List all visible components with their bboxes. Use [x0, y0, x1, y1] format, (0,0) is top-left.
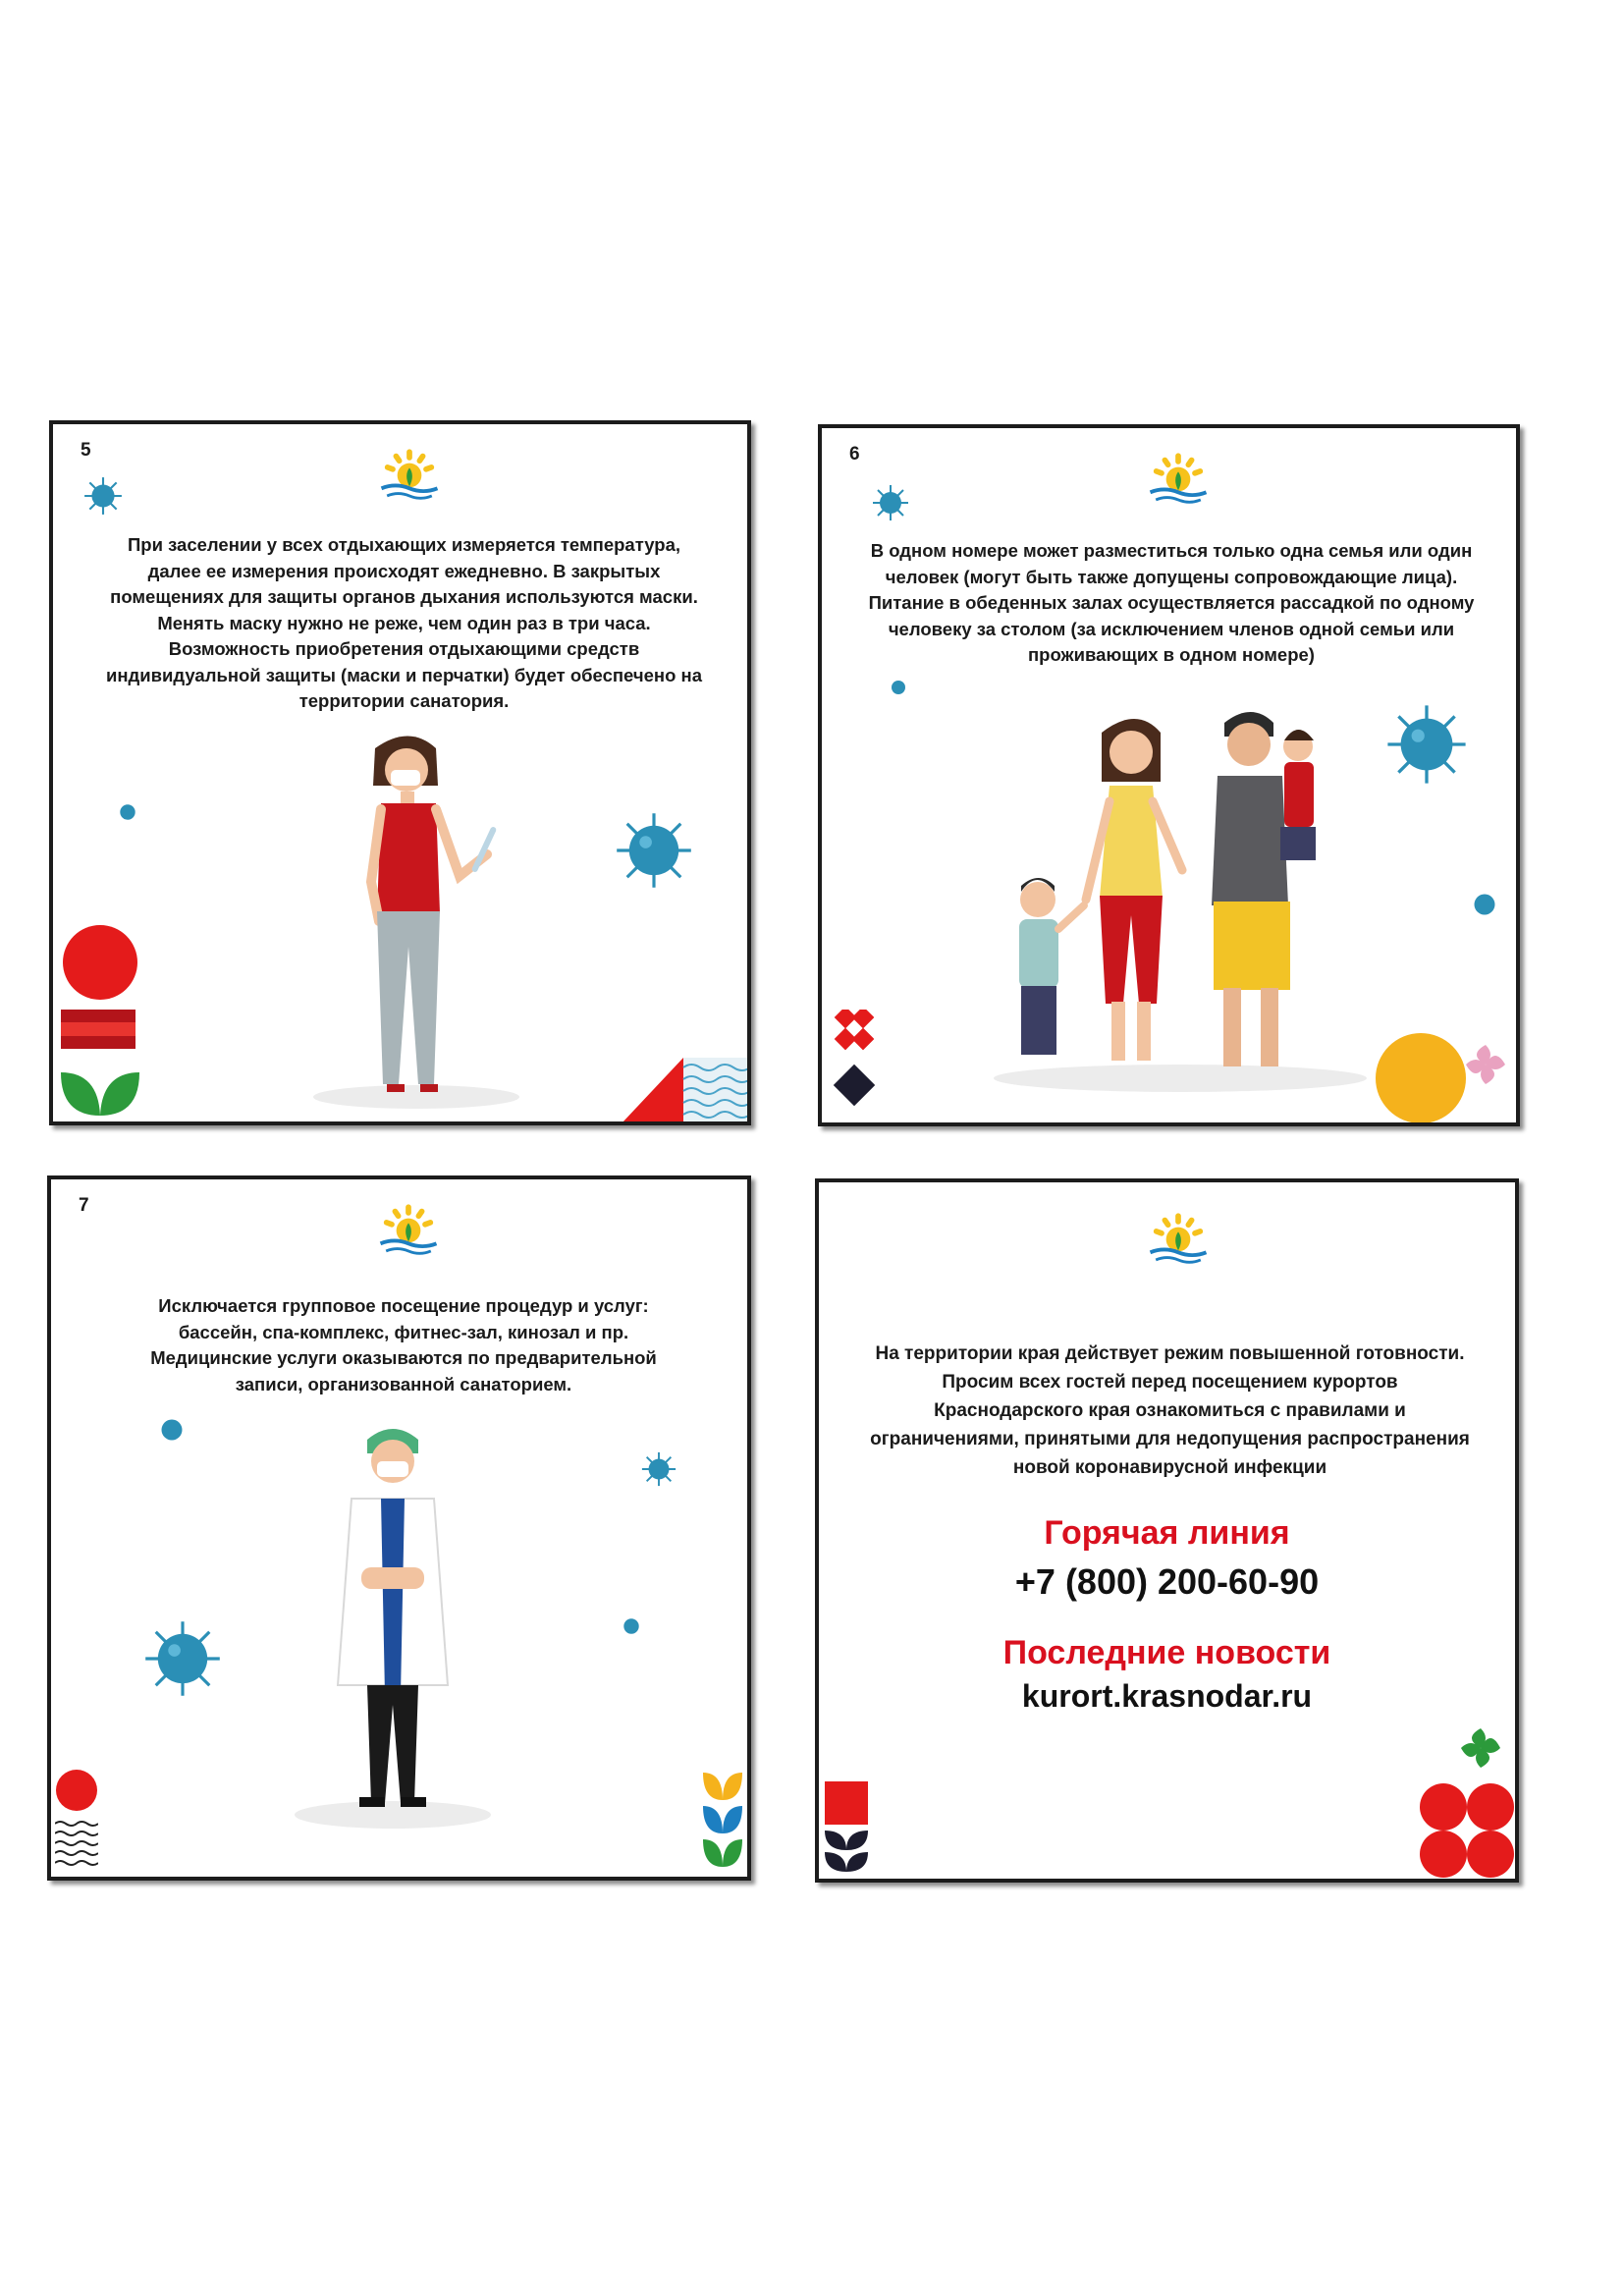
info-card-5	[49, 420, 751, 1125]
hotline-phone[interactable]: +7 (800) 200-60-90	[1014, 1561, 1320, 1602]
news-website-link[interactable]: kurort.krasnodar.ru	[1021, 1678, 1313, 1714]
sun-logo-icon	[1141, 450, 1216, 509]
coronavirus-icon	[117, 801, 138, 823]
doctor-illustration	[283, 1420, 509, 1832]
info-card-contacts	[815, 1178, 1519, 1883]
coronavirus-icon	[141, 1617, 224, 1700]
card-text: Исключается групповое посещение процедур и услуг: бассейн, спа-комплекс, фитнес-зал, кинозал и пр. Медицинские услуги оказываются по предварительной записи, организованной санаторием.	[150, 1295, 657, 1394]
decorative-shapes	[57, 925, 145, 1121]
coronavirus-icon	[621, 1615, 642, 1637]
coronavirus-icon	[157, 1415, 187, 1445]
sun-logo-icon	[372, 446, 447, 505]
card-number: 7	[79, 1195, 89, 1216]
family-illustration	[974, 693, 1386, 1096]
hotline-label: Горячая линия	[1044, 1514, 1290, 1552]
decorative-shapes	[1372, 1025, 1515, 1123]
coronavirus-icon	[640, 1450, 677, 1488]
card-text: В одном номере может разместиться только одна семья или один человек (могут быть также допущены сопровождающие лица). Питание в обеденных залах осуществляется рассадкой по одному человеку за столом (за исключением членов одной семьи или проживающих в одном номере)	[868, 540, 1475, 665]
info-card-7	[47, 1175, 751, 1881]
coronavirus-icon	[889, 678, 908, 697]
coronavirus-icon	[1470, 890, 1499, 919]
coronavirus-icon	[1383, 701, 1470, 788]
card-text: На территории края действует режим повышенной готовности. Просим всех гостей перед посещением курортов Краснодарского края ознакомиться с правилами и ограничениями, принятыми для недопущения распространения новой коронавирусной инфекции	[870, 1343, 1470, 1478]
sun-logo-icon	[1141, 1210, 1216, 1269]
decorative-shapes	[828, 1010, 879, 1120]
decorative-shapes	[823, 1779, 870, 1878]
woman-with-thermometer-illustration	[298, 719, 534, 1112]
news-label: Последние новости	[1002, 1634, 1331, 1671]
card-text: При заселении у всех отдыхающих измеряется температура, далее ее измерения происходят ежедневно. В закрытых помещениях для защиты органов дыхания используются маски. Менять маску нужно не реже, чем один раз в три часа. Возможность приобретения отдыхающими средств индивидуальной защиты (маски и перчатки) будет обеспечено на территории санатория.	[105, 534, 702, 711]
coronavirus-icon	[82, 475, 124, 517]
coronavirus-icon	[871, 483, 910, 522]
card-number: 6	[849, 444, 860, 465]
decorative-shapes	[55, 1769, 98, 1875]
coronavirus-icon	[613, 809, 695, 892]
decorative-shapes	[699, 1771, 746, 1873]
decorative-shapes	[1416, 1724, 1514, 1882]
info-card-6	[818, 424, 1520, 1126]
decorative-shapes	[623, 1058, 750, 1122]
card-number: 5	[81, 440, 91, 461]
sun-logo-icon	[371, 1201, 446, 1260]
